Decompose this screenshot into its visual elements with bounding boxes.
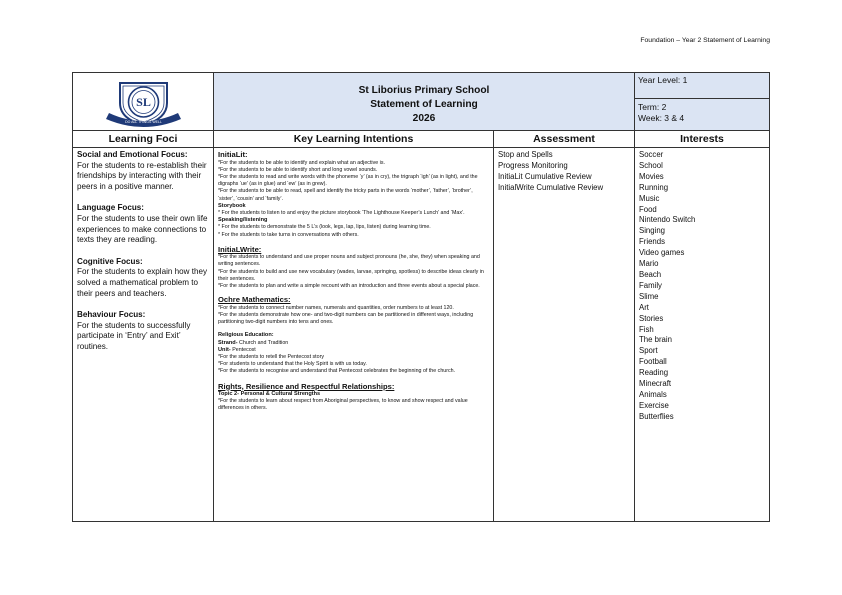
- statement-of-learning-table: [72, 72, 770, 522]
- interest-item: Video games: [639, 248, 685, 258]
- meta-cell: [635, 73, 769, 131]
- interest-item: Food: [639, 204, 657, 214]
- interest-item: Minecraft: [639, 379, 672, 389]
- interest-item: Beach: [639, 269, 662, 279]
- interest-item: Mario: [639, 259, 659, 269]
- social-emotional-text: For the students to re-establish their friendships by interacting with their peers in a positive manner.: [77, 160, 207, 191]
- religious-strand: [218, 340, 489, 347]
- speaking-heading: Speaking/listening: [218, 217, 268, 224]
- column-header-key-learning: Key Learning Intentions: [214, 131, 494, 148]
- logo-motto: DO ALL THINGS WELL: [125, 120, 162, 124]
- interest-item: Movies: [639, 171, 664, 181]
- religious-item: *For the students to recognise and understand that Pentecost celebrates the beginning of the church.: [218, 368, 456, 375]
- logo-cell: [73, 73, 214, 131]
- school-crest-logo: [73, 73, 214, 131]
- key-learning-column: [214, 148, 494, 521]
- cognitive-text: For the students to explain how they solved a mathematical problem to their peers and teachers.: [77, 267, 208, 298]
- column-header-assessment: Assessment: [494, 131, 635, 148]
- interest-item: Butterflies: [639, 411, 674, 421]
- language-heading: Language Focus:: [77, 203, 145, 213]
- interest-item: Soccer: [639, 150, 664, 159]
- interest-item: Running: [639, 182, 669, 192]
- initialit-item: *For the students to be able to identify short and long vowel sounds.: [218, 166, 378, 173]
- assessment-item: InitiaLit Cumulative Review: [498, 171, 592, 181]
- interest-item: Music: [639, 193, 660, 203]
- behaviour-heading: Behaviour Focus:: [77, 310, 146, 320]
- initialwrite-heading: InitiaLWrite:: [218, 244, 262, 254]
- rights-topic: Topic 2- Personal & Cultural Strengths: [218, 391, 321, 398]
- interest-item: Reading: [639, 368, 669, 378]
- interest-item: Friends: [639, 237, 665, 247]
- strand-value: Church and Tradition: [237, 339, 289, 346]
- storybook-heading: Storybook: [218, 202, 246, 209]
- interests-column: [635, 148, 769, 521]
- interest-item: The brain: [639, 335, 672, 345]
- unit-label: Unit-: [218, 346, 231, 353]
- interest-item: School: [639, 160, 663, 170]
- interest-item: Family: [639, 280, 662, 290]
- interest-item: Fish: [639, 324, 654, 334]
- initialit-heading: InitiaLit:: [218, 150, 248, 159]
- initialit-item: *For the students to be able to identify and explain what an adjective is.: [218, 159, 385, 166]
- religious-unit: [218, 347, 489, 354]
- term: Term: 2: [638, 102, 667, 112]
- assessment-item: Progress Monitoring: [498, 160, 568, 170]
- initialwrite-item: *For the students to understand and use proper nouns and subject pronouns (he, she, they) when speaking and writing sentences.: [218, 254, 480, 268]
- language-text: For the students to use their own life experiences to make connections to texts they are reading.: [77, 213, 208, 245]
- assessment-item: InitialWrite Cumulative Review: [498, 182, 604, 192]
- initialwrite-item: *For the students to plan and write a simple recount with an introduction and three events about a special place.: [218, 283, 480, 290]
- rights-item: *For the students to learn about respect from Aboriginal perspectives, to know and show respect and value differences in others.: [218, 398, 468, 412]
- religious-item: *For students to understand that the Holy Spirit is with us today.: [218, 361, 367, 368]
- speaking-item: * For the students to take turns in conversations with others.: [218, 231, 359, 238]
- learning-foci-column: [73, 148, 214, 521]
- unit-value: Pentecost: [230, 346, 256, 353]
- page-header: Foundation – Year 2 Statement of Learning: [640, 37, 770, 44]
- speaking-item: * For the students to demonstrate the 5 L’s (look, legs, lap, lips, listen) during learning time.: [218, 224, 431, 231]
- religious-heading: Religious Education:: [218, 332, 274, 339]
- year-level: Year Level: 1: [635, 73, 769, 99]
- document-year: 2026: [412, 112, 436, 124]
- assessment-column: [494, 148, 635, 521]
- week: Week: 3 & 4: [638, 113, 685, 123]
- interest-item: Singing: [639, 226, 666, 236]
- school-name: St Liborius Primary School: [358, 84, 490, 96]
- ochre-item: *For the students to connect number names, numerals and quantities, order numbers to at least 120.: [218, 304, 454, 311]
- storybook-item: * For the students to listen to and enjoy the picture storybook ‘The Lighthouse Keeper’s Lunch’ and ‘Max’.: [218, 209, 465, 216]
- strand-label: Strand-: [218, 339, 238, 346]
- logo-initials: SL: [136, 95, 151, 109]
- interest-item: Animals: [639, 389, 667, 399]
- interest-item: Nintendo Switch: [639, 215, 696, 225]
- document-title: Statement of Learning: [370, 98, 478, 110]
- initialit-item: *For the students to read and write words with the phoneme ‘y’ (as in cry), the trigraph ‘igh’ (as in light), and the digraphs ‘ue’ (as in glue) and ‘ew’ (as in grew).: [218, 173, 478, 188]
- interest-item: Exercise: [639, 400, 669, 410]
- cognitive-heading: Cognitive Focus:: [77, 256, 143, 266]
- initialit-item: *For the students to be able to read, spell and identify the tricky parts in the words ‘mother’, ‘father’, ‘brother’, ‘sister’, ‘cousin’ and ‘family’.: [218, 188, 473, 202]
- rights-heading: Rights, Resilience and Respectful Relationships:: [218, 381, 395, 391]
- interest-item: Sport: [639, 346, 658, 356]
- interest-item: Slime: [639, 291, 659, 301]
- behaviour-text: For the students to successfully participate in ‘Entry’ and Exit’ routines.: [77, 320, 191, 351]
- title-cell: [214, 73, 635, 131]
- table-header: [73, 73, 769, 131]
- social-emotional-heading: Social and Emotional Focus:: [77, 150, 188, 159]
- religious-item: *For the students to retell the Pentecost story: [218, 353, 324, 360]
- column-header-learning-foci: Learning Foci: [73, 131, 214, 148]
- ochre-heading: Ochre Mathematics:: [218, 295, 291, 305]
- term-week: [635, 99, 769, 131]
- ochre-item: *For the students demonstrate how one- and two-digit numbers can be partitioned in different ways, including partitioning two-digit numbers into tens and ones.: [218, 311, 474, 326]
- column-header-interests: Interests: [635, 131, 769, 148]
- interest-item: Art: [639, 302, 649, 312]
- interest-item: Stories: [639, 313, 664, 323]
- interest-item: Football: [639, 357, 667, 367]
- assessment-item: Stop and Spells: [498, 150, 553, 159]
- initialwrite-item: *For the students to build and use new vocabulary (wades, larvae, springing, spotless) to describe ideas clearly in their sentences.: [218, 268, 484, 282]
